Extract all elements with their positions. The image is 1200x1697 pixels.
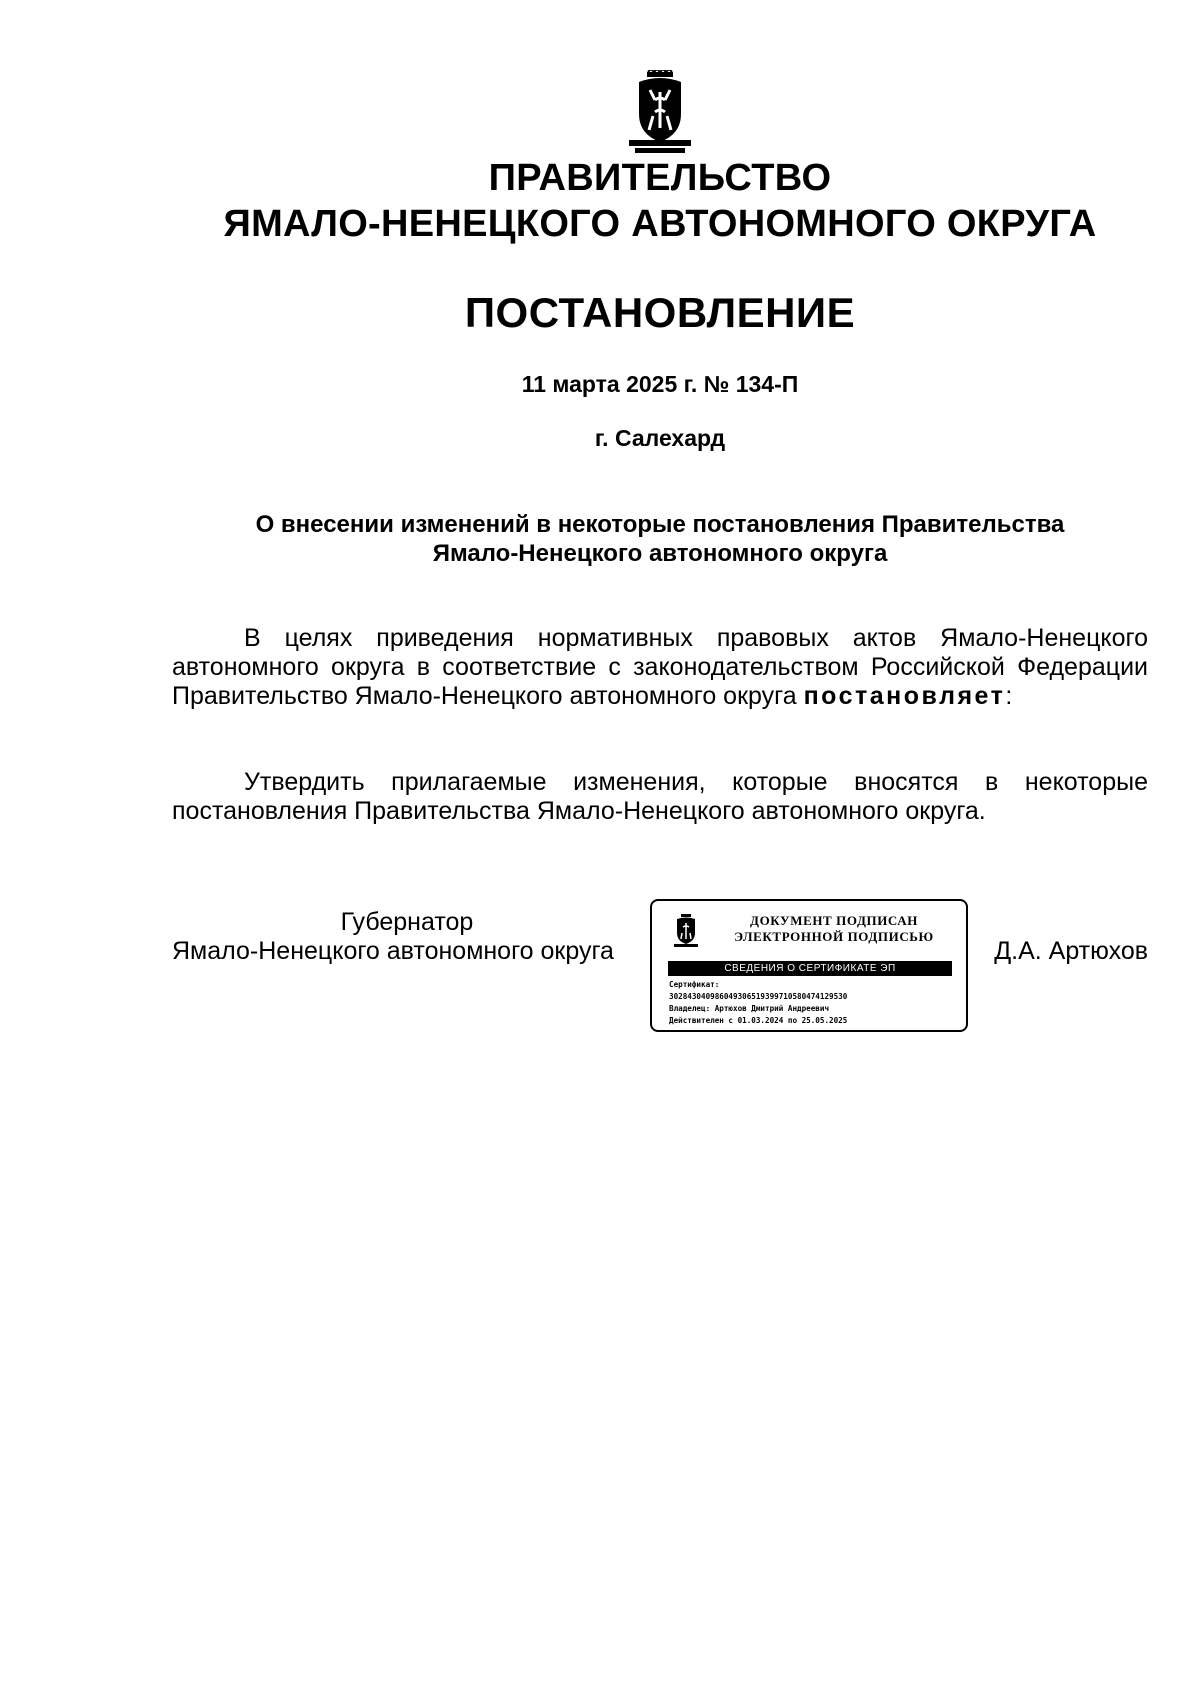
governor-role: Губернатор xyxy=(340,908,474,936)
stamp-title-line2: ЭЛЕКТРОННОЙ ПОДПИСЬЮ xyxy=(734,929,934,944)
stamp-title xyxy=(714,913,954,945)
certificate-owner: Владелец: Артюхов Дмитрий Андреевич xyxy=(669,1004,830,1013)
document-subject xyxy=(170,510,1150,568)
body-paragraph-1 xyxy=(172,624,1148,711)
signer-name: Д.А. Артюхов xyxy=(994,937,1148,965)
stamp-certificate-bar: СВЕДЕНИЯ О СЕРТИФИКАТЕ ЭП xyxy=(668,961,952,976)
stamp-title-line1: ДОКУМЕНТ ПОДПИСАН xyxy=(750,913,918,928)
yamal-coat-of-arms-icon xyxy=(672,914,700,950)
resolution-keyword: постановляет xyxy=(803,682,1006,710)
certificate-label: Сертификат: xyxy=(669,980,720,989)
electronic-signature-stamp xyxy=(650,899,968,1032)
paragraph1-text: В целях приведения нормативных правовых актов Ямало-Ненецкого автономного округа в соответствие с законодательством Российской Федерации Правительство Ямало-Ненецкого автономного округа xyxy=(172,624,1148,710)
body-paragraph-2: Утвердить прилагаемые изменения, которые вносятся в некоторые постановления Правительства Ямало-Ненецкого автономного округа. xyxy=(172,768,1148,825)
document-date-number: 11 марта 2025 г. № 134-П xyxy=(521,371,799,397)
government-name-line1: ПРАВИТЕЛЬСТВО xyxy=(488,157,832,199)
certificate-number: 3028430409860493065193997105804741295З0 xyxy=(669,992,848,1001)
subject-line2: Ямало-Ненецкого автономного округа xyxy=(432,540,888,567)
certificate-validity: Действителен с 01.03.2024 по 25.05.2025 xyxy=(669,1016,848,1025)
document-type-title: ПОСТАНОВЛЕНИЕ xyxy=(464,289,856,336)
governor-signature-block xyxy=(172,908,642,966)
paragraph1-end: : xyxy=(1005,682,1013,710)
government-name-line2: ЯМАЛО-НЕНЕЦКОГО АВТОНОМНОГО ОКРУГА xyxy=(223,203,1097,245)
document-city: г. Салехард xyxy=(594,425,726,451)
governor-region: Ямало-Ненецкого автономного округа xyxy=(172,937,614,965)
yamal-coat-of-arms-icon xyxy=(625,70,695,156)
subject-line1: О внесении изменений в некоторые постановления Правительства xyxy=(255,511,1065,538)
stamp-certificate-info xyxy=(669,979,959,1027)
